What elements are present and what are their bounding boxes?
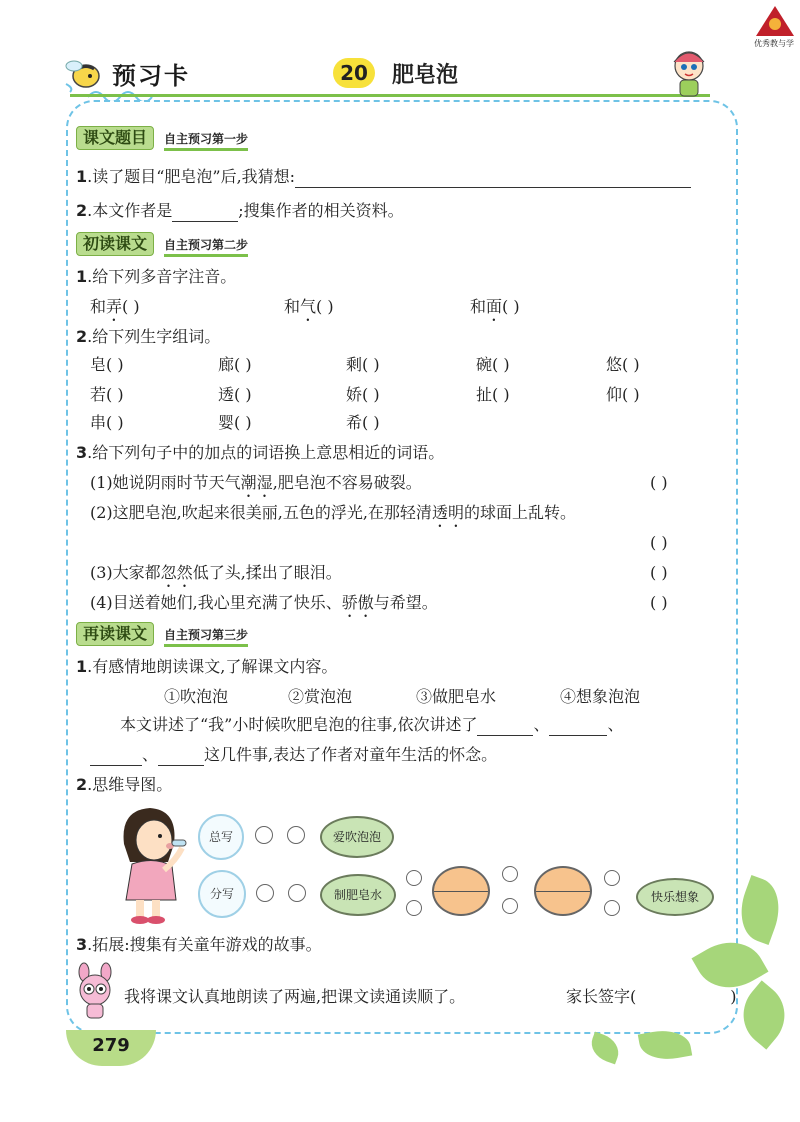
word-item: 若( )	[90, 385, 124, 404]
mindmap-blank-circle[interactable]	[502, 866, 518, 882]
mindmap-zongxie: 总写	[198, 814, 244, 860]
answer-line[interactable]	[90, 747, 142, 766]
card-title: 预习卡	[112, 62, 190, 90]
girl-blowing-bubbles-icon	[110, 804, 200, 932]
answer-line[interactable]	[295, 169, 691, 188]
publisher-logo	[752, 4, 798, 48]
section-tag: 再读课文	[76, 622, 154, 646]
polyphone-item: 和弄( )	[90, 297, 140, 316]
option-2: ②赏泡泡	[288, 687, 353, 706]
word-item: 扯( )	[476, 385, 510, 404]
answer-parens: ( )	[650, 473, 668, 492]
question-polyphone: 1.给下列多音字注音。	[76, 267, 237, 286]
sentence-4: (4)目送着她们,我心里充满了快乐、骄傲与希望。	[90, 593, 438, 612]
section-tag: 课文题目	[76, 126, 154, 150]
option-1: ①吹泡泡	[164, 687, 229, 706]
summary-line-2: 、 这几件事,表达了作者对童年生活的怀念。	[90, 744, 497, 766]
answer-line[interactable]	[549, 717, 607, 736]
read-aloud-statement: 我将课文认真地朗读了两遍,把课文读通读顺了。	[124, 987, 466, 1006]
section-header-reread	[76, 622, 248, 646]
mindmap-blank-circle[interactable]	[287, 826, 305, 844]
option-3: ③做肥皂水	[416, 687, 497, 706]
word-item: 悠( )	[606, 355, 640, 374]
mindmap-blank-circle[interactable]	[256, 884, 274, 902]
leaf-decoration-icon	[587, 1032, 623, 1065]
word-item: 娇( )	[346, 385, 380, 404]
section-tag: 初读课文	[76, 232, 154, 256]
answer-line[interactable]	[172, 203, 238, 222]
lesson-title: 肥皂泡	[392, 63, 459, 88]
polyphone-item: 和气( )	[284, 297, 334, 316]
summary-line-1: 本文讲述了“我”小时候吹肥皂泡的往事,依次讲述了 、 、	[120, 715, 624, 734]
question-extension: 3.拓展:搜集有关童年游戏的故事。	[76, 935, 322, 954]
signature-field[interactable]	[636, 990, 730, 1008]
mindmap-make-soap: 制肥皂水	[320, 874, 396, 916]
parent-signature: 家长签字( )	[566, 987, 737, 1006]
header-divider	[70, 94, 710, 97]
word-item: 透( )	[218, 385, 252, 404]
rabbit-mascot-icon	[72, 962, 118, 1028]
question-guess: 1.读了题目“肥皂泡”后,我猜想:	[76, 166, 691, 188]
question-words: 2.给下列生字组词。	[76, 327, 221, 346]
answer-line[interactable]	[477, 717, 533, 736]
sentence-1: (1)她说阴雨时节天气潮湿,肥皂泡不容易破裂。	[90, 473, 422, 492]
sentence-2: (2)这肥皂泡,吹起来很美丽,五色的浮光,在那轻清透明的球面上乱转。	[90, 503, 576, 522]
mindmap-blank-circle[interactable]	[406, 900, 422, 916]
answer-parens: ( )	[650, 563, 668, 582]
mindmap-blank-circle[interactable]	[604, 900, 620, 916]
mindmap-blank-circle[interactable]	[502, 898, 518, 914]
polyphone-item: 和面( )	[470, 297, 520, 316]
mindmap-blank-oval[interactable]	[534, 866, 592, 916]
word-item: 希( )	[346, 413, 380, 432]
mindmap-blank-circle[interactable]	[406, 870, 422, 886]
question-mind-map: 2.思维导图。	[76, 775, 173, 794]
option-4: ④想象泡泡	[560, 687, 641, 706]
leaf-decoration-icon	[730, 980, 799, 1049]
answer-line[interactable]	[158, 747, 204, 766]
section-subtitle: 自主预习第三步	[164, 626, 248, 647]
mindmap-happy-imagine: 快乐想象	[636, 878, 714, 916]
page-number: 279	[66, 1030, 156, 1066]
leaf-decoration-icon	[731, 875, 789, 945]
word-item: 仰( )	[606, 385, 640, 404]
mindmap-blank-circle[interactable]	[604, 870, 620, 886]
publisher-logo-text: 优秀教与学	[754, 39, 794, 48]
section-header-read	[76, 232, 248, 256]
answer-parens: ( )	[650, 593, 668, 612]
mindmap-blank-circle[interactable]	[255, 826, 273, 844]
question-author: 2.本文作者是 ;搜集作者的相关资料。	[76, 201, 404, 220]
section-header-title	[76, 126, 248, 150]
word-item: 碗( )	[476, 355, 510, 374]
mindmap-fenxie: 分写	[198, 870, 246, 918]
answer-parens: ( )	[650, 533, 668, 552]
sentence-3: (3)大家都忽然低了头,揉出了眼泪。	[90, 563, 342, 582]
word-item: 串( )	[90, 413, 124, 432]
question-synonyms: 3.给下列句子中的加点的词语换上意思相近的词语。	[76, 443, 445, 462]
mindmap-blank-circle[interactable]	[288, 884, 306, 902]
word-item: 婴( )	[218, 413, 252, 432]
word-item: 皂( )	[90, 355, 124, 374]
section-subtitle: 自主预习第一步	[164, 130, 248, 151]
word-item: 剩( )	[346, 355, 380, 374]
lesson-number-badge: 20	[333, 58, 375, 88]
question-read-aloud: 1.有感情地朗读课文,了解课文内容。	[76, 657, 338, 676]
section-subtitle: 自主预习第二步	[164, 236, 248, 257]
girl-mascot-icon	[664, 44, 714, 104]
mindmap-love-bubbles: 爱吹泡泡	[320, 816, 394, 858]
word-item: 廊( )	[218, 355, 252, 374]
mindmap-blank-oval[interactable]	[432, 866, 490, 916]
